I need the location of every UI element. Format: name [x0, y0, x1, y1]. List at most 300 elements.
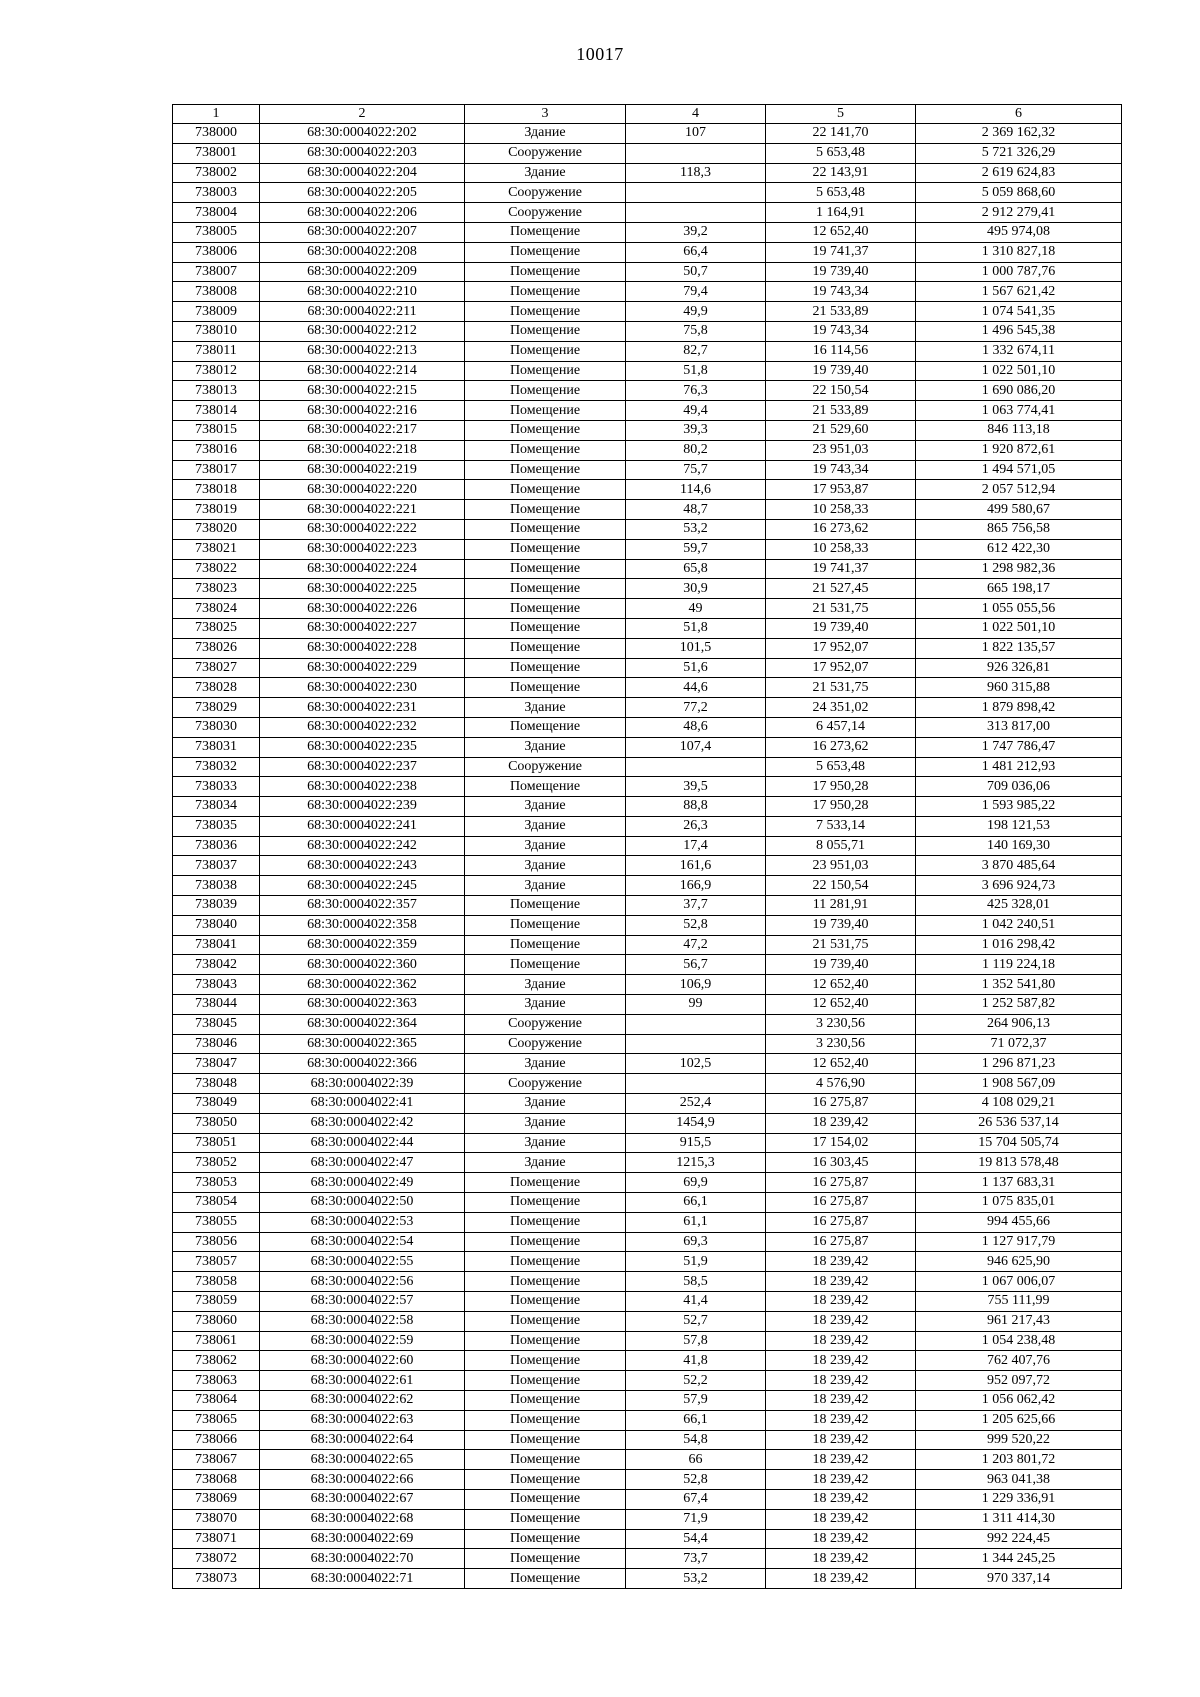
record-number-cell: 738047 [173, 1054, 260, 1074]
cadastral-value-cell: 755 111,99 [916, 1292, 1122, 1312]
column-header-2: 2 [260, 105, 465, 124]
cadastral-value-cell: 1 332 674,11 [916, 341, 1122, 361]
record-number-cell: 738066 [173, 1430, 260, 1450]
cadastral-number-cell: 68:30:0004022:211 [260, 302, 465, 322]
record-number-cell: 738070 [173, 1509, 260, 1529]
table-row [173, 222, 1122, 242]
record-number-cell: 738007 [173, 262, 260, 282]
cadastral-value-cell: 709 036,06 [916, 777, 1122, 797]
record-number-cell: 738060 [173, 1311, 260, 1331]
table-header [173, 105, 1122, 124]
record-number-cell: 738067 [173, 1450, 260, 1470]
cadastral-number-cell: 68:30:0004022:71 [260, 1569, 465, 1589]
table-row [173, 1391, 1122, 1411]
cadastral-value-cell: 2 057 512,94 [916, 480, 1122, 500]
cadastral-value-cell: 1 352 541,80 [916, 975, 1122, 995]
cadastral-number-cell: 68:30:0004022:57 [260, 1292, 465, 1312]
table-row [173, 915, 1122, 935]
area-cell: 80,2 [626, 440, 766, 460]
cadastral-value-cell: 994 455,66 [916, 1212, 1122, 1232]
area-cell: 106,9 [626, 975, 766, 995]
object-type-cell: Помещение [465, 1272, 626, 1292]
table-row [173, 381, 1122, 401]
table-row [173, 1489, 1122, 1509]
record-number-cell: 738049 [173, 1094, 260, 1114]
cadastral-value-cell: 5 721 326,29 [916, 143, 1122, 163]
cadastral-number-cell: 68:30:0004022:364 [260, 1014, 465, 1034]
unit-value-cell: 16 303,45 [766, 1153, 916, 1173]
record-number-cell: 738004 [173, 203, 260, 223]
record-number-cell: 738042 [173, 955, 260, 975]
unit-value-cell: 18 239,42 [766, 1371, 916, 1391]
object-type-cell: Помещение [465, 1549, 626, 1569]
object-type-cell: Помещение [465, 381, 626, 401]
record-number-cell: 738041 [173, 935, 260, 955]
cadastral-value-cell: 846 113,18 [916, 420, 1122, 440]
area-cell: 1215,3 [626, 1153, 766, 1173]
table-row [173, 896, 1122, 916]
cadastral-number-cell: 68:30:0004022:44 [260, 1133, 465, 1153]
column-header-1: 1 [173, 105, 260, 124]
unit-value-cell: 21 533,89 [766, 302, 916, 322]
area-cell: 57,8 [626, 1331, 766, 1351]
cadastral-value-cell: 1 567 621,42 [916, 282, 1122, 302]
object-type-cell: Помещение [465, 1410, 626, 1430]
object-type-cell: Помещение [465, 341, 626, 361]
unit-value-cell: 18 239,42 [766, 1272, 916, 1292]
page-number: 10017 [576, 44, 624, 64]
record-number-cell: 738040 [173, 915, 260, 935]
unit-value-cell: 22 150,54 [766, 876, 916, 896]
object-type-cell: Помещение [465, 539, 626, 559]
area-cell: 48,7 [626, 500, 766, 520]
cadastral-number-cell: 68:30:0004022:60 [260, 1351, 465, 1371]
table-row [173, 1094, 1122, 1114]
unit-value-cell: 18 239,42 [766, 1509, 916, 1529]
record-number-cell: 738024 [173, 599, 260, 619]
record-number-cell: 738045 [173, 1014, 260, 1034]
record-number-cell: 738015 [173, 420, 260, 440]
cadastral-number-cell: 68:30:0004022:228 [260, 638, 465, 658]
record-number-cell: 738032 [173, 757, 260, 777]
record-number-cell: 738008 [173, 282, 260, 302]
unit-value-cell: 18 239,42 [766, 1311, 916, 1331]
column-header-3: 3 [465, 105, 626, 124]
cadastral-value-cell: 1 879 898,42 [916, 698, 1122, 718]
unit-value-cell: 16 114,56 [766, 341, 916, 361]
cadastral-number-cell: 68:30:0004022:357 [260, 896, 465, 916]
area-cell: 51,9 [626, 1252, 766, 1272]
cadastral-number-cell: 68:30:0004022:224 [260, 559, 465, 579]
cadastral-number-cell: 68:30:0004022:232 [260, 717, 465, 737]
table-row [173, 242, 1122, 262]
cadastral-number-cell: 68:30:0004022:203 [260, 143, 465, 163]
record-number-cell: 738002 [173, 163, 260, 183]
record-number-cell: 738029 [173, 698, 260, 718]
cadastral-value-cell: 762 407,76 [916, 1351, 1122, 1371]
area-cell: 41,8 [626, 1351, 766, 1371]
object-type-cell: Помещение [465, 282, 626, 302]
area-cell: 65,8 [626, 559, 766, 579]
area-cell: 49,4 [626, 401, 766, 421]
object-type-cell: Помещение [465, 1391, 626, 1411]
cadastral-value-cell: 1 074 541,35 [916, 302, 1122, 322]
object-type-cell: Помещение [465, 935, 626, 955]
unit-value-cell: 18 239,42 [766, 1470, 916, 1490]
cadastral-number-cell: 68:30:0004022:204 [260, 163, 465, 183]
table-row [173, 282, 1122, 302]
unit-value-cell: 23 951,03 [766, 440, 916, 460]
area-cell: 39,2 [626, 222, 766, 242]
object-type-cell: Помещение [465, 1232, 626, 1252]
cadastral-value-cell: 1 203 801,72 [916, 1450, 1122, 1470]
cadastral-value-cell: 1 920 872,61 [916, 440, 1122, 460]
cadastral-value-cell: 1 822 135,57 [916, 638, 1122, 658]
unit-value-cell: 4 576,90 [766, 1074, 916, 1094]
cadastral-value-cell: 1 252 587,82 [916, 995, 1122, 1015]
unit-value-cell: 18 239,42 [766, 1450, 916, 1470]
area-cell: 51,8 [626, 361, 766, 381]
cadastral-number-cell: 68:30:0004022:65 [260, 1450, 465, 1470]
table-row [173, 1430, 1122, 1450]
table-body [173, 124, 1122, 1589]
cadastral-number-cell: 68:30:0004022:58 [260, 1311, 465, 1331]
cadastral-number-cell: 68:30:0004022:62 [260, 1391, 465, 1411]
unit-value-cell: 19 739,40 [766, 915, 916, 935]
cadastral-value-cell: 1 042 240,51 [916, 915, 1122, 935]
object-type-cell: Помещение [465, 1450, 626, 1470]
unit-value-cell: 12 652,40 [766, 1054, 916, 1074]
table-row [173, 163, 1122, 183]
cadastral-number-cell: 68:30:0004022:54 [260, 1232, 465, 1252]
cadastral-value-cell: 1 127 917,79 [916, 1232, 1122, 1252]
record-number-cell: 738057 [173, 1252, 260, 1272]
object-type-cell: Помещение [465, 1489, 626, 1509]
cadastral-number-cell: 68:30:0004022:360 [260, 955, 465, 975]
area-cell: 73,7 [626, 1549, 766, 1569]
object-type-cell: Помещение [465, 262, 626, 282]
cadastral-number-cell: 68:30:0004022:215 [260, 381, 465, 401]
cadastral-number-cell: 68:30:0004022:216 [260, 401, 465, 421]
object-type-cell: Помещение [465, 599, 626, 619]
object-type-cell: Сооружение [465, 757, 626, 777]
area-cell: 114,6 [626, 480, 766, 500]
record-number-cell: 738000 [173, 124, 260, 144]
registry-table [172, 104, 1122, 1589]
area-cell: 51,6 [626, 658, 766, 678]
area-cell: 54,4 [626, 1529, 766, 1549]
table-row [173, 638, 1122, 658]
cadastral-number-cell: 68:30:0004022:229 [260, 658, 465, 678]
unit-value-cell: 19 743,34 [766, 282, 916, 302]
area-cell [626, 757, 766, 777]
record-number-cell: 738022 [173, 559, 260, 579]
record-number-cell: 738064 [173, 1391, 260, 1411]
object-type-cell: Помещение [465, 1569, 626, 1589]
area-cell: 107,4 [626, 737, 766, 757]
unit-value-cell: 18 239,42 [766, 1351, 916, 1371]
unit-value-cell: 17 154,02 [766, 1133, 916, 1153]
cadastral-number-cell: 68:30:0004022:366 [260, 1054, 465, 1074]
cadastral-number-cell: 68:30:0004022:226 [260, 599, 465, 619]
record-number-cell: 738048 [173, 1074, 260, 1094]
object-type-cell: Помещение [465, 401, 626, 421]
table-row [173, 1193, 1122, 1213]
cadastral-number-cell: 68:30:0004022:39 [260, 1074, 465, 1094]
cadastral-number-cell: 68:30:0004022:209 [260, 262, 465, 282]
object-type-cell: Помещение [465, 638, 626, 658]
cadastral-value-cell: 1 054 238,48 [916, 1331, 1122, 1351]
object-type-cell: Сооружение [465, 143, 626, 163]
object-type-cell: Помещение [465, 915, 626, 935]
object-type-cell: Помещение [465, 1509, 626, 1529]
table-row [173, 717, 1122, 737]
table-row [173, 935, 1122, 955]
unit-value-cell: 19 741,37 [766, 559, 916, 579]
cadastral-value-cell: 1 016 298,42 [916, 935, 1122, 955]
table-row [173, 341, 1122, 361]
object-type-cell: Помещение [465, 1311, 626, 1331]
record-number-cell: 738014 [173, 401, 260, 421]
table-row [173, 618, 1122, 638]
cadastral-number-cell: 68:30:0004022:47 [260, 1153, 465, 1173]
area-cell: 58,5 [626, 1272, 766, 1292]
unit-value-cell: 16 273,62 [766, 737, 916, 757]
header-row [173, 105, 1122, 124]
cadastral-number-cell: 68:30:0004022:219 [260, 460, 465, 480]
object-type-cell: Помещение [465, 717, 626, 737]
unit-value-cell: 19 739,40 [766, 955, 916, 975]
unit-value-cell: 21 529,60 [766, 420, 916, 440]
object-type-cell: Помещение [465, 440, 626, 460]
table-row [173, 777, 1122, 797]
cadastral-number-cell: 68:30:0004022:63 [260, 1410, 465, 1430]
table-row [173, 1113, 1122, 1133]
object-type-cell: Здание [465, 1054, 626, 1074]
record-number-cell: 738035 [173, 816, 260, 836]
unit-value-cell: 19 739,40 [766, 618, 916, 638]
area-cell: 67,4 [626, 1489, 766, 1509]
cadastral-number-cell: 68:30:0004022:227 [260, 618, 465, 638]
unit-value-cell: 22 143,91 [766, 163, 916, 183]
record-number-cell: 738051 [173, 1133, 260, 1153]
area-cell: 53,2 [626, 1569, 766, 1589]
area-cell: 82,7 [626, 341, 766, 361]
record-number-cell: 738062 [173, 1351, 260, 1371]
area-cell: 54,8 [626, 1430, 766, 1450]
table-row [173, 698, 1122, 718]
cadastral-value-cell: 665 198,17 [916, 579, 1122, 599]
cadastral-value-cell: 952 097,72 [916, 1371, 1122, 1391]
object-type-cell: Здание [465, 1133, 626, 1153]
area-cell: 66,1 [626, 1193, 766, 1213]
cadastral-number-cell: 68:30:0004022:67 [260, 1489, 465, 1509]
cadastral-value-cell: 1 494 571,05 [916, 460, 1122, 480]
table-row [173, 143, 1122, 163]
record-number-cell: 738026 [173, 638, 260, 658]
table-row [173, 1212, 1122, 1232]
unit-value-cell: 7 533,14 [766, 816, 916, 836]
area-cell: 102,5 [626, 1054, 766, 1074]
table-row [173, 658, 1122, 678]
record-number-cell: 738023 [173, 579, 260, 599]
unit-value-cell: 18 239,42 [766, 1113, 916, 1133]
object-type-cell: Помещение [465, 1252, 626, 1272]
table-row [173, 321, 1122, 341]
record-number-cell: 738016 [173, 440, 260, 460]
object-type-cell: Помещение [465, 1351, 626, 1371]
area-cell: 99 [626, 995, 766, 1015]
unit-value-cell: 16 273,62 [766, 519, 916, 539]
unit-value-cell: 12 652,40 [766, 995, 916, 1015]
record-number-cell: 738031 [173, 737, 260, 757]
object-type-cell: Помещение [465, 1331, 626, 1351]
area-cell: 39,3 [626, 420, 766, 440]
record-number-cell: 738018 [173, 480, 260, 500]
cadastral-value-cell: 999 520,22 [916, 1430, 1122, 1450]
cadastral-value-cell: 1 690 086,20 [916, 381, 1122, 401]
record-number-cell: 738030 [173, 717, 260, 737]
cadastral-number-cell: 68:30:0004022:206 [260, 203, 465, 223]
record-number-cell: 738053 [173, 1173, 260, 1193]
area-cell: 51,8 [626, 618, 766, 638]
record-number-cell: 738003 [173, 183, 260, 203]
cadastral-value-cell: 313 817,00 [916, 717, 1122, 737]
record-number-cell: 738017 [173, 460, 260, 480]
area-cell: 17,4 [626, 836, 766, 856]
cadastral-value-cell: 26 536 537,14 [916, 1113, 1122, 1133]
area-cell: 252,4 [626, 1094, 766, 1114]
column-header-6: 6 [916, 105, 1122, 124]
cadastral-value-cell: 425 328,01 [916, 896, 1122, 916]
object-type-cell: Помещение [465, 321, 626, 341]
object-type-cell: Сооружение [465, 1014, 626, 1034]
record-number-cell: 738034 [173, 797, 260, 817]
table-row [173, 816, 1122, 836]
unit-value-cell: 11 281,91 [766, 896, 916, 916]
cadastral-number-cell: 68:30:0004022:56 [260, 1272, 465, 1292]
cadastral-number-cell: 68:30:0004022:230 [260, 678, 465, 698]
area-cell: 57,9 [626, 1391, 766, 1411]
object-type-cell: Помещение [465, 480, 626, 500]
record-number-cell: 738056 [173, 1232, 260, 1252]
unit-value-cell: 6 457,14 [766, 717, 916, 737]
object-type-cell: Здание [465, 975, 626, 995]
cadastral-number-cell: 68:30:0004022:205 [260, 183, 465, 203]
cadastral-value-cell: 1 137 683,31 [916, 1173, 1122, 1193]
area-cell: 75,7 [626, 460, 766, 480]
cadastral-number-cell: 68:30:0004022:210 [260, 282, 465, 302]
area-cell [626, 203, 766, 223]
unit-value-cell: 23 951,03 [766, 856, 916, 876]
unit-value-cell: 16 275,87 [766, 1193, 916, 1213]
cadastral-number-cell: 68:30:0004022:50 [260, 1193, 465, 1213]
table-row [173, 401, 1122, 421]
cadastral-value-cell: 1 296 871,23 [916, 1054, 1122, 1074]
area-cell: 52,8 [626, 1470, 766, 1490]
cadastral-value-cell: 992 224,45 [916, 1529, 1122, 1549]
area-cell: 49 [626, 599, 766, 619]
cadastral-value-cell: 1 067 006,07 [916, 1272, 1122, 1292]
record-number-cell: 738059 [173, 1292, 260, 1312]
table-row [173, 876, 1122, 896]
table-row [173, 599, 1122, 619]
table-row [173, 519, 1122, 539]
object-type-cell: Помещение [465, 955, 626, 975]
object-type-cell: Здание [465, 163, 626, 183]
record-number-cell: 738058 [173, 1272, 260, 1292]
area-cell [626, 1074, 766, 1094]
cadastral-value-cell: 960 315,88 [916, 678, 1122, 698]
unit-value-cell: 24 351,02 [766, 698, 916, 718]
table-row [173, 302, 1122, 322]
cadastral-value-cell: 961 217,43 [916, 1311, 1122, 1331]
unit-value-cell: 10 258,33 [766, 500, 916, 520]
cadastral-value-cell: 865 756,58 [916, 519, 1122, 539]
unit-value-cell: 19 739,40 [766, 361, 916, 381]
cadastral-value-cell: 1 022 501,10 [916, 361, 1122, 381]
area-cell [626, 183, 766, 203]
record-number-cell: 738073 [173, 1569, 260, 1589]
record-number-cell: 738038 [173, 876, 260, 896]
record-number-cell: 738013 [173, 381, 260, 401]
unit-value-cell: 18 239,42 [766, 1549, 916, 1569]
table-row [173, 1292, 1122, 1312]
object-type-cell: Здание [465, 797, 626, 817]
unit-value-cell: 18 239,42 [766, 1331, 916, 1351]
area-cell: 75,8 [626, 321, 766, 341]
unit-value-cell: 17 950,28 [766, 797, 916, 817]
cadastral-number-cell: 68:30:0004022:221 [260, 500, 465, 520]
unit-value-cell: 19 743,34 [766, 321, 916, 341]
table-row [173, 1034, 1122, 1054]
cadastral-number-cell: 68:30:0004022:220 [260, 480, 465, 500]
table-row [173, 1450, 1122, 1470]
cadastral-value-cell: 1 205 625,66 [916, 1410, 1122, 1430]
unit-value-cell: 21 533,89 [766, 401, 916, 421]
area-cell: 1454,9 [626, 1113, 766, 1133]
table-row [173, 460, 1122, 480]
table-row [173, 1351, 1122, 1371]
cadastral-value-cell: 1 908 567,09 [916, 1074, 1122, 1094]
record-number-cell: 738061 [173, 1331, 260, 1351]
object-type-cell: Здание [465, 1113, 626, 1133]
record-number-cell: 738006 [173, 242, 260, 262]
table-row [173, 995, 1122, 1015]
object-type-cell: Здание [465, 876, 626, 896]
area-cell: 76,3 [626, 381, 766, 401]
object-type-cell: Помещение [465, 579, 626, 599]
unit-value-cell: 19 739,40 [766, 262, 916, 282]
table-row [173, 183, 1122, 203]
record-number-cell: 738063 [173, 1371, 260, 1391]
area-cell [626, 1034, 766, 1054]
unit-value-cell: 18 239,42 [766, 1430, 916, 1450]
area-cell: 107 [626, 124, 766, 144]
area-cell: 44,6 [626, 678, 766, 698]
cadastral-value-cell: 499 580,67 [916, 500, 1122, 520]
unit-value-cell: 3 230,56 [766, 1034, 916, 1054]
cadastral-number-cell: 68:30:0004022:218 [260, 440, 465, 460]
table-row [173, 1470, 1122, 1490]
cadastral-number-cell: 68:30:0004022:69 [260, 1529, 465, 1549]
record-number-cell: 738043 [173, 975, 260, 995]
object-type-cell: Сооружение [465, 183, 626, 203]
record-number-cell: 738071 [173, 1529, 260, 1549]
cadastral-value-cell: 1 310 827,18 [916, 242, 1122, 262]
unit-value-cell: 12 652,40 [766, 222, 916, 242]
object-type-cell: Здание [465, 856, 626, 876]
